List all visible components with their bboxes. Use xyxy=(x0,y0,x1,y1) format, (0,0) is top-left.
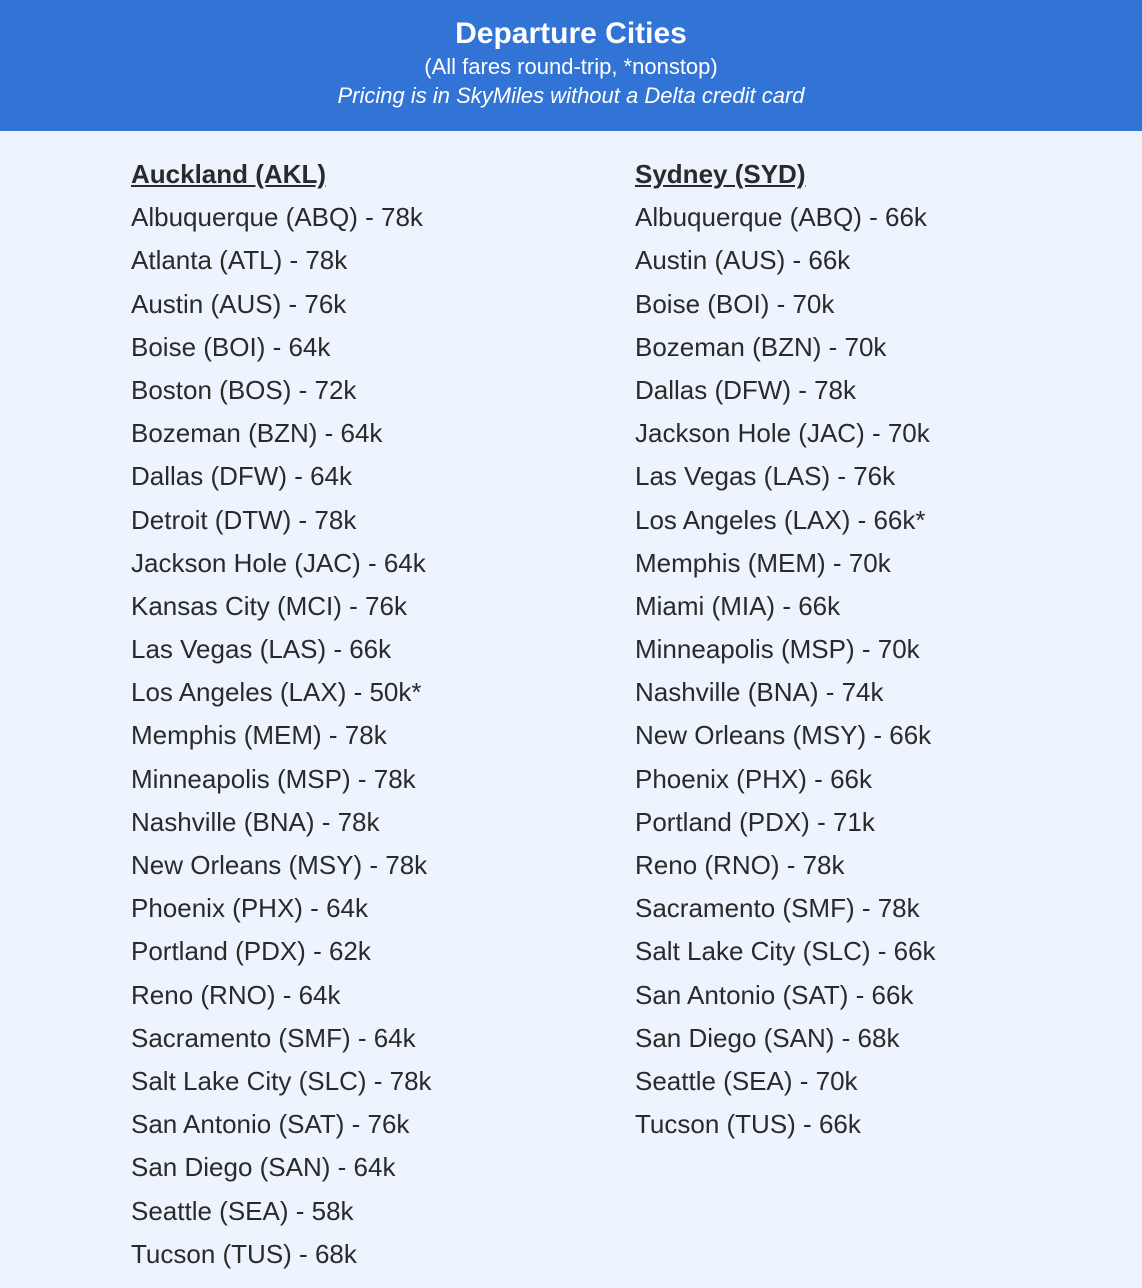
list-item: Albuquerque (ABQ) - 66k xyxy=(635,202,927,233)
list-item: San Diego (SAN) - 64k xyxy=(131,1152,396,1183)
list-item: Bozeman (BZN) - 70k xyxy=(635,331,887,362)
list-item: Dallas (DFW) - 78k xyxy=(635,374,857,405)
list-item: Tucson (TUS) - 68k xyxy=(131,1238,357,1269)
list-item: Kansas City (MCI) - 76k xyxy=(131,590,407,621)
list-item: Jackson Hole (JAC) - 70k xyxy=(635,418,930,449)
column-heading-sydney: Sydney (SYD) xyxy=(635,159,806,189)
list-item: Bozeman (BZN) - 64k xyxy=(131,418,383,449)
list-item: San Diego (SAN) - 68k xyxy=(635,1022,900,1053)
list-item: Tucson (TUS) - 66k xyxy=(635,1109,861,1140)
list-item: Miami (MIA) - 66k xyxy=(635,590,841,621)
departure-city-columns xyxy=(0,131,1142,1288)
list-item: Portland (PDX) - 71k xyxy=(635,806,875,837)
list-item: Boise (BOI) - 64k xyxy=(131,331,331,362)
list-item: New Orleans (MSY) - 66k xyxy=(635,720,932,751)
list-item: Memphis (MEM) - 70k xyxy=(635,547,891,578)
list-item: Boston (BOS) - 72k xyxy=(131,374,357,405)
city-list-auckland xyxy=(131,196,432,1276)
list-item: Los Angeles (LAX) - 66k* xyxy=(635,504,926,535)
list-item: Jackson Hole (JAC) - 64k xyxy=(131,547,426,578)
list-item: Reno (RNO) - 64k xyxy=(131,979,341,1010)
city-list-sydney xyxy=(635,196,936,1146)
list-item: Nashville (BNA) - 74k xyxy=(635,677,884,708)
list-item: Atlanta (ATL) - 78k xyxy=(131,245,348,276)
list-item: Dallas (DFW) - 64k xyxy=(131,461,353,492)
list-item: Austin (AUS) - 76k xyxy=(131,288,347,319)
list-item: Sacramento (SMF) - 78k xyxy=(635,893,920,924)
list-item: Las Vegas (LAS) - 66k xyxy=(131,634,392,665)
pricing-note: Pricing is in SkyMiles without a Delta credit card xyxy=(337,83,805,108)
list-item: San Antonio (SAT) - 76k xyxy=(131,1109,410,1140)
list-item: Boise (BOI) - 70k xyxy=(635,288,835,319)
page-subtitle: (All fares round-trip, *nonstop) xyxy=(424,54,718,79)
list-item: Phoenix (PHX) - 64k xyxy=(131,893,368,924)
list-item: Detroit (DTW) - 78k xyxy=(131,504,357,535)
list-item: Salt Lake City (SLC) - 78k xyxy=(131,1065,432,1096)
list-item: Austin (AUS) - 66k xyxy=(635,245,851,276)
list-item: Albuquerque (ABQ) - 78k xyxy=(131,202,423,233)
list-item: Sacramento (SMF) - 64k xyxy=(131,1022,416,1053)
list-item: Seattle (SEA) - 58k xyxy=(131,1195,354,1226)
page-title: Departure Cities xyxy=(455,17,687,50)
list-item: Minneapolis (MSP) - 70k xyxy=(635,634,920,665)
column-auckland xyxy=(131,153,432,1276)
list-item: Los Angeles (LAX) - 50k* xyxy=(131,677,422,708)
list-item: San Antonio (SAT) - 66k xyxy=(635,979,914,1010)
list-item: Nashville (BNA) - 78k xyxy=(131,806,380,837)
list-item: Seattle (SEA) - 70k xyxy=(635,1065,858,1096)
column-heading-auckland: Auckland (AKL) xyxy=(131,159,326,189)
list-item: Salt Lake City (SLC) - 66k xyxy=(635,936,936,967)
list-item: Memphis (MEM) - 78k xyxy=(131,720,387,751)
list-item: Portland (PDX) - 62k xyxy=(131,936,371,967)
list-item: New Orleans (MSY) - 78k xyxy=(131,850,428,880)
list-item: Minneapolis (MSP) - 78k xyxy=(131,763,416,794)
list-item: Phoenix (PHX) - 66k xyxy=(635,763,872,794)
column-sydney xyxy=(635,153,936,1146)
list-item: Las Vegas (LAS) - 76k xyxy=(635,461,896,492)
header-banner xyxy=(0,0,1142,131)
list-item: Reno (RNO) - 78k xyxy=(635,850,845,880)
